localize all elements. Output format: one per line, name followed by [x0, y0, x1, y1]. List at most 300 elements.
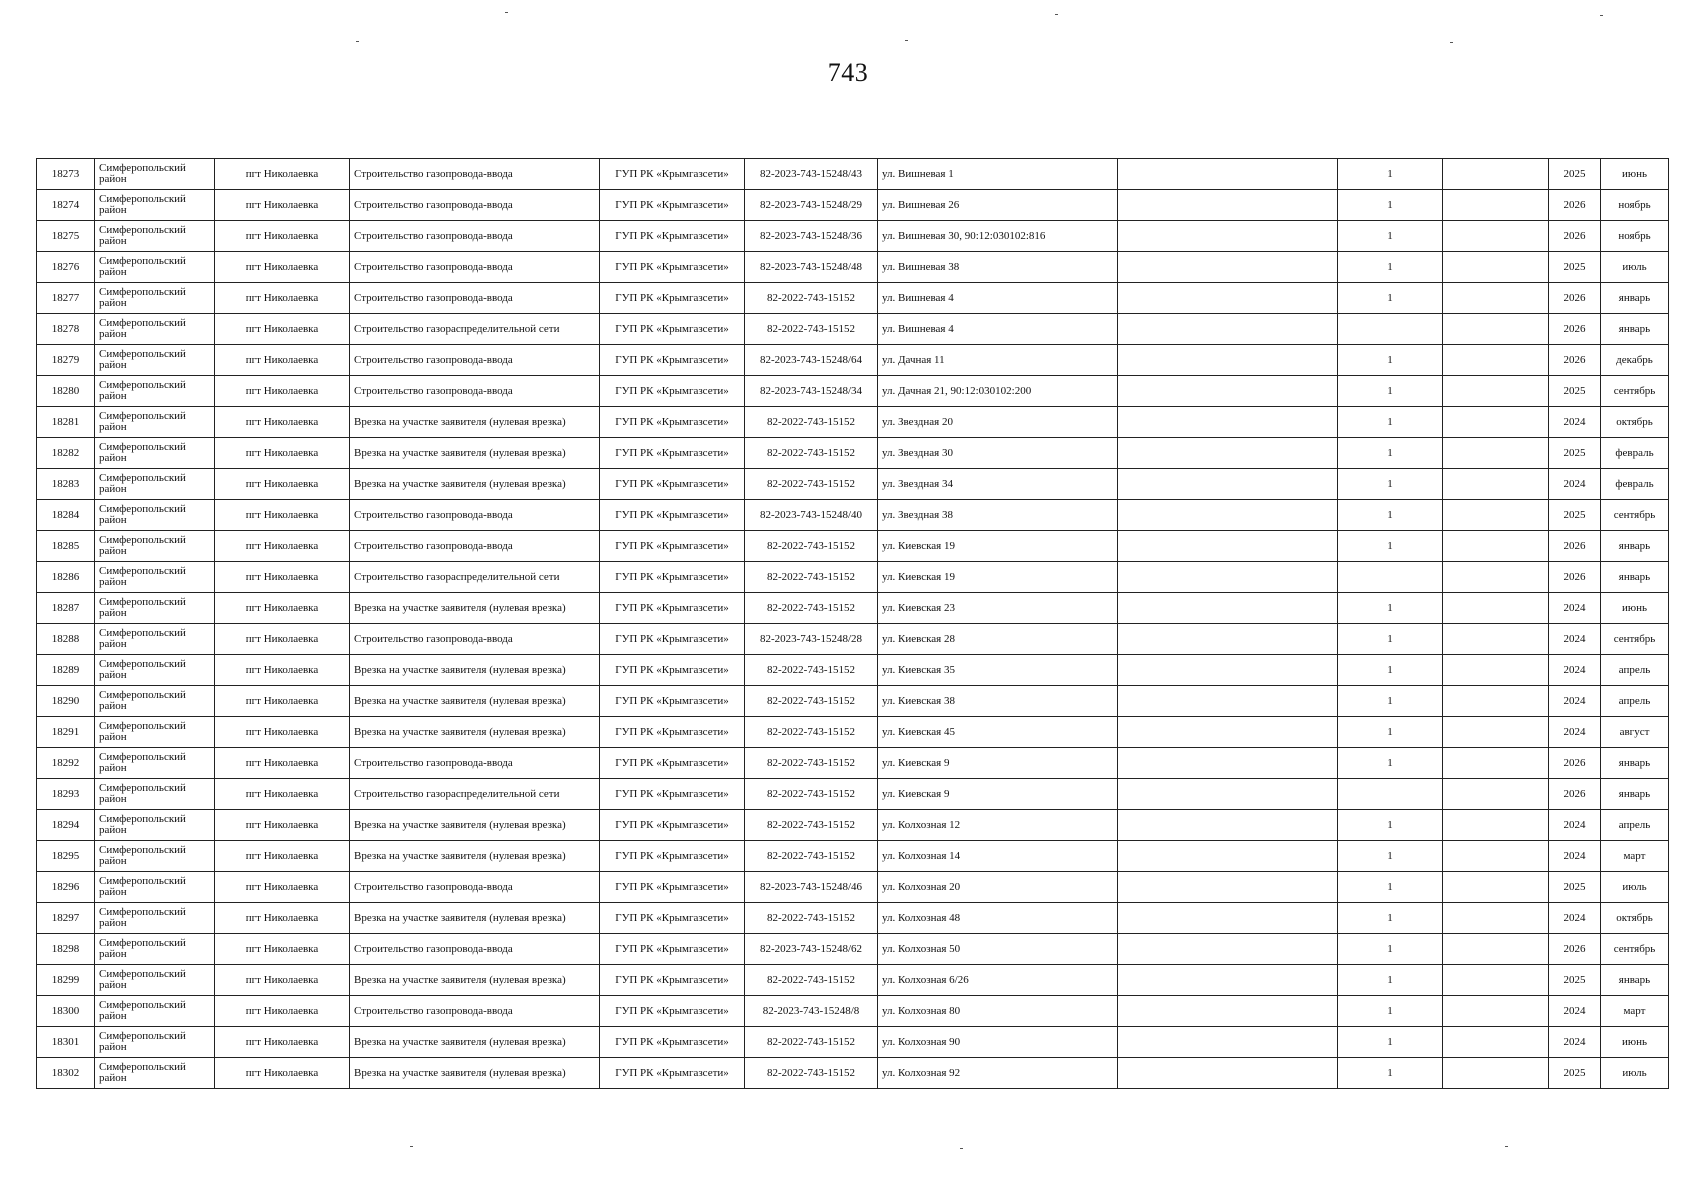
quantity-cell: 1 — [1338, 872, 1443, 903]
empty-cell — [1118, 314, 1338, 345]
address-cell: ул. Киевская 23 — [878, 593, 1118, 624]
year-cell: 2024 — [1549, 810, 1601, 841]
program-code-cell: 82-2022-743-15152 — [745, 438, 878, 469]
district-cell: Симферопольский район — [95, 531, 215, 562]
row-number: 18275 — [37, 221, 95, 252]
empty-cell — [1118, 903, 1338, 934]
year-cell: 2026 — [1549, 748, 1601, 779]
table-row — [37, 872, 1669, 903]
work-type-cell: Строительство газопровода-ввода — [350, 376, 600, 407]
year-cell: 2026 — [1549, 221, 1601, 252]
district-cell: Симферопольский район — [95, 252, 215, 283]
organization-cell: ГУП РК «Крымгазсети» — [600, 593, 745, 624]
work-type-cell: Врезка на участке заявителя (нулевая врезка) — [350, 686, 600, 717]
work-type-cell: Врезка на участке заявителя (нулевая врезка) — [350, 810, 600, 841]
program-code-cell: 82-2023-743-15248/64 — [745, 345, 878, 376]
settlement-cell: пгт Николаевка — [215, 903, 350, 934]
work-type-cell: Строительство газопровода-ввода — [350, 624, 600, 655]
empty-cell — [1118, 779, 1338, 810]
district-cell: Симферопольский район — [95, 500, 215, 531]
quantity-cell: 1 — [1338, 1058, 1443, 1089]
address-cell: ул. Звездная 38 — [878, 500, 1118, 531]
year-cell: 2025 — [1549, 159, 1601, 190]
settlement-cell: пгт Николаевка — [215, 345, 350, 376]
address-cell: ул. Вишневая 30, 90:12:030102:816 — [878, 221, 1118, 252]
table-row — [37, 469, 1669, 500]
organization-cell: ГУП РК «Крымгазсети» — [600, 655, 745, 686]
month-cell: август — [1601, 717, 1669, 748]
organization-cell: ГУП РК «Крымгазсети» — [600, 469, 745, 500]
month-cell: апрель — [1601, 810, 1669, 841]
address-cell: ул. Киевская 9 — [878, 748, 1118, 779]
page-number: 743 — [827, 58, 869, 87]
district-cell: Симферопольский район — [95, 438, 215, 469]
row-number: 18297 — [37, 903, 95, 934]
quantity-cell: 1 — [1338, 438, 1443, 469]
settlement-cell: пгт Николаевка — [215, 686, 350, 717]
quantity-cell — [1338, 779, 1443, 810]
program-code-cell: 82-2022-743-15152 — [745, 531, 878, 562]
program-code-cell: 82-2022-743-15152 — [745, 841, 878, 872]
row-number: 18276 — [37, 252, 95, 283]
work-type-cell: Врезка на участке заявителя (нулевая врезка) — [350, 593, 600, 624]
empty-cell — [1443, 1058, 1549, 1089]
address-cell: ул. Вишневая 4 — [878, 314, 1118, 345]
empty-cell — [1443, 221, 1549, 252]
organization-cell: ГУП РК «Крымгазсети» — [600, 748, 745, 779]
district-cell: Симферопольский район — [95, 562, 215, 593]
quantity-cell: 1 — [1338, 810, 1443, 841]
settlement-cell: пгт Николаевка — [215, 934, 350, 965]
settlement-cell: пгт Николаевка — [215, 314, 350, 345]
month-cell: декабрь — [1601, 345, 1669, 376]
district-cell: Симферопольский район — [95, 190, 215, 221]
empty-cell — [1443, 872, 1549, 903]
year-cell: 2024 — [1549, 469, 1601, 500]
settlement-cell: пгт Николаевка — [215, 810, 350, 841]
empty-cell — [1118, 159, 1338, 190]
month-cell: июль — [1601, 1058, 1669, 1089]
address-cell: ул. Киевская 9 — [878, 779, 1118, 810]
month-cell: июль — [1601, 872, 1669, 903]
row-number: 18286 — [37, 562, 95, 593]
organization-cell: ГУП РК «Крымгазсети» — [600, 500, 745, 531]
empty-cell — [1118, 872, 1338, 903]
empty-cell — [1443, 996, 1549, 1027]
scan-speck — [905, 40, 908, 41]
empty-cell — [1443, 593, 1549, 624]
month-cell: март — [1601, 996, 1669, 1027]
district-cell: Симферопольский район — [95, 469, 215, 500]
scan-speck — [1600, 15, 1603, 16]
row-number: 18278 — [37, 314, 95, 345]
empty-cell — [1443, 469, 1549, 500]
table-row — [37, 996, 1669, 1027]
address-cell: ул. Звездная 34 — [878, 469, 1118, 500]
work-type-cell: Строительство газопровода-ввода — [350, 283, 600, 314]
program-code-cell: 82-2023-743-15248/34 — [745, 376, 878, 407]
table-body — [37, 159, 1669, 1089]
address-cell: ул. Колхозная 80 — [878, 996, 1118, 1027]
table-row — [37, 314, 1669, 345]
organization-cell: ГУП РК «Крымгазсети» — [600, 965, 745, 996]
address-cell: ул. Киевская 19 — [878, 531, 1118, 562]
organization-cell: ГУП РК «Крымгазсети» — [600, 1058, 745, 1089]
work-type-cell: Строительство газопровода-ввода — [350, 500, 600, 531]
program-code-cell: 82-2022-743-15152 — [745, 717, 878, 748]
quantity-cell: 1 — [1338, 1027, 1443, 1058]
address-cell: ул. Колхозная 20 — [878, 872, 1118, 903]
scan-speck — [1055, 14, 1058, 15]
table-row — [37, 934, 1669, 965]
organization-cell: ГУП РК «Крымгазсети» — [600, 686, 745, 717]
row-number: 18277 — [37, 283, 95, 314]
row-number: 18282 — [37, 438, 95, 469]
year-cell: 2024 — [1549, 717, 1601, 748]
program-code-cell: 82-2022-743-15152 — [745, 562, 878, 593]
empty-cell — [1118, 810, 1338, 841]
quantity-cell — [1338, 314, 1443, 345]
district-cell: Симферопольский район — [95, 779, 215, 810]
row-number: 18298 — [37, 934, 95, 965]
empty-cell — [1443, 376, 1549, 407]
quantity-cell: 1 — [1338, 655, 1443, 686]
work-type-cell: Врезка на участке заявителя (нулевая врезка) — [350, 1058, 600, 1089]
settlement-cell: пгт Николаевка — [215, 779, 350, 810]
work-type-cell: Строительство газопровода-ввода — [350, 531, 600, 562]
quantity-cell: 1 — [1338, 345, 1443, 376]
month-cell: март — [1601, 841, 1669, 872]
settlement-cell: пгт Николаевка — [215, 996, 350, 1027]
table-row — [37, 376, 1669, 407]
month-cell: октябрь — [1601, 903, 1669, 934]
district-cell: Симферопольский район — [95, 841, 215, 872]
table-row — [37, 252, 1669, 283]
work-type-cell: Строительство газопровода-ввода — [350, 748, 600, 779]
empty-cell — [1443, 314, 1549, 345]
empty-cell — [1443, 345, 1549, 376]
settlement-cell: пгт Николаевка — [215, 562, 350, 593]
empty-cell — [1118, 1058, 1338, 1089]
table-row — [37, 686, 1669, 717]
district-cell: Симферопольский район — [95, 345, 215, 376]
table-row — [37, 903, 1669, 934]
address-cell: ул. Колхозная 14 — [878, 841, 1118, 872]
address-cell: ул. Звездная 20 — [878, 407, 1118, 438]
empty-cell — [1443, 686, 1549, 717]
table-row — [37, 159, 1669, 190]
settlement-cell: пгт Николаевка — [215, 252, 350, 283]
program-code-cell: 82-2022-743-15152 — [745, 1058, 878, 1089]
settlement-cell: пгт Николаевка — [215, 1027, 350, 1058]
scan-speck — [505, 12, 508, 13]
month-cell: июль — [1601, 252, 1669, 283]
year-cell: 2026 — [1549, 314, 1601, 345]
empty-cell — [1443, 779, 1549, 810]
row-number: 18299 — [37, 965, 95, 996]
program-code-cell: 82-2023-743-15248/29 — [745, 190, 878, 221]
month-cell: сентябрь — [1601, 934, 1669, 965]
empty-cell — [1443, 965, 1549, 996]
row-number: 18291 — [37, 717, 95, 748]
address-cell: ул. Колхозная 48 — [878, 903, 1118, 934]
empty-cell — [1118, 562, 1338, 593]
year-cell: 2025 — [1549, 1058, 1601, 1089]
empty-cell — [1443, 283, 1549, 314]
empty-cell — [1118, 221, 1338, 252]
settlement-cell: пгт Николаевка — [215, 438, 350, 469]
district-cell: Симферопольский район — [95, 1027, 215, 1058]
organization-cell: ГУП РК «Крымгазсети» — [600, 872, 745, 903]
address-cell: ул. Киевская 28 — [878, 624, 1118, 655]
settlement-cell: пгт Николаевка — [215, 500, 350, 531]
month-cell: апрель — [1601, 655, 1669, 686]
row-number: 18293 — [37, 779, 95, 810]
work-type-cell: Врезка на участке заявителя (нулевая врезка) — [350, 438, 600, 469]
work-type-cell: Строительство газопровода-ввода — [350, 221, 600, 252]
empty-cell — [1443, 252, 1549, 283]
empty-cell — [1443, 562, 1549, 593]
empty-cell — [1118, 624, 1338, 655]
empty-cell — [1118, 438, 1338, 469]
year-cell: 2024 — [1549, 407, 1601, 438]
empty-cell — [1443, 655, 1549, 686]
month-cell: сентябрь — [1601, 624, 1669, 655]
address-cell: ул. Киевская 19 — [878, 562, 1118, 593]
quantity-cell: 1 — [1338, 469, 1443, 500]
district-cell: Симферопольский район — [95, 810, 215, 841]
organization-cell: ГУП РК «Крымгазсети» — [600, 531, 745, 562]
empty-cell — [1443, 438, 1549, 469]
row-number: 18296 — [37, 872, 95, 903]
month-cell: январь — [1601, 314, 1669, 345]
empty-cell — [1118, 841, 1338, 872]
empty-cell — [1118, 593, 1338, 624]
settlement-cell: пгт Николаевка — [215, 1058, 350, 1089]
empty-cell — [1118, 1027, 1338, 1058]
year-cell: 2025 — [1549, 438, 1601, 469]
row-number: 18292 — [37, 748, 95, 779]
program-code-cell: 82-2023-743-15248/40 — [745, 500, 878, 531]
district-cell: Симферопольский район — [95, 686, 215, 717]
program-code-cell: 82-2022-743-15152 — [745, 903, 878, 934]
settlement-cell: пгт Николаевка — [215, 283, 350, 314]
district-cell: Симферопольский район — [95, 221, 215, 252]
settlement-cell: пгт Николаевка — [215, 717, 350, 748]
program-code-cell: 82-2023-743-15248/62 — [745, 934, 878, 965]
quantity-cell: 1 — [1338, 500, 1443, 531]
organization-cell: ГУП РК «Крымгазсети» — [600, 624, 745, 655]
district-cell: Симферопольский район — [95, 1058, 215, 1089]
district-cell: Симферопольский район — [95, 748, 215, 779]
year-cell: 2025 — [1549, 252, 1601, 283]
address-cell: ул. Киевская 45 — [878, 717, 1118, 748]
settlement-cell: пгт Николаевка — [215, 872, 350, 903]
month-cell: июнь — [1601, 1027, 1669, 1058]
program-code-cell: 82-2023-743-15248/36 — [745, 221, 878, 252]
address-cell: ул. Колхозная 50 — [878, 934, 1118, 965]
settlement-cell: пгт Николаевка — [215, 593, 350, 624]
organization-cell: ГУП РК «Крымгазсети» — [600, 283, 745, 314]
program-code-cell: 82-2022-743-15152 — [745, 407, 878, 438]
organization-cell: ГУП РК «Крымгазсети» — [600, 407, 745, 438]
work-type-cell: Строительство газопровода-ввода — [350, 252, 600, 283]
empty-cell — [1443, 810, 1549, 841]
district-cell: Симферопольский район — [95, 996, 215, 1027]
year-cell: 2025 — [1549, 500, 1601, 531]
district-cell: Симферопольский район — [95, 872, 215, 903]
settlement-cell: пгт Николаевка — [215, 531, 350, 562]
table-row — [37, 624, 1669, 655]
empty-cell — [1118, 469, 1338, 500]
empty-cell — [1118, 717, 1338, 748]
district-cell: Симферопольский район — [95, 593, 215, 624]
row-number: 18290 — [37, 686, 95, 717]
program-code-cell: 82-2022-743-15152 — [745, 655, 878, 686]
district-cell: Симферопольский район — [95, 655, 215, 686]
program-code-cell: 82-2023-743-15248/48 — [745, 252, 878, 283]
quantity-cell: 1 — [1338, 593, 1443, 624]
table-row — [37, 593, 1669, 624]
table-row — [37, 438, 1669, 469]
month-cell: ноябрь — [1601, 221, 1669, 252]
empty-cell — [1443, 934, 1549, 965]
district-cell: Симферопольский район — [95, 314, 215, 345]
month-cell: апрель — [1601, 686, 1669, 717]
address-cell: ул. Вишневая 26 — [878, 190, 1118, 221]
settlement-cell: пгт Николаевка — [215, 376, 350, 407]
empty-cell — [1443, 500, 1549, 531]
organization-cell: ГУП РК «Крымгазсети» — [600, 810, 745, 841]
settlement-cell: пгт Николаевка — [215, 407, 350, 438]
work-type-cell: Врезка на участке заявителя (нулевая врезка) — [350, 903, 600, 934]
table-row — [37, 500, 1669, 531]
settlement-cell: пгт Николаевка — [215, 221, 350, 252]
month-cell: июнь — [1601, 593, 1669, 624]
empty-cell — [1443, 717, 1549, 748]
table-row — [37, 655, 1669, 686]
year-cell: 2024 — [1549, 655, 1601, 686]
district-cell: Симферопольский район — [95, 376, 215, 407]
row-number: 18273 — [37, 159, 95, 190]
row-number: 18295 — [37, 841, 95, 872]
gasification-register-table — [36, 158, 1669, 1089]
quantity-cell: 1 — [1338, 717, 1443, 748]
work-type-cell: Врезка на участке заявителя (нулевая врезка) — [350, 717, 600, 748]
table-row — [37, 283, 1669, 314]
organization-cell: ГУП РК «Крымгазсети» — [600, 562, 745, 593]
district-cell: Симферопольский район — [95, 283, 215, 314]
empty-cell — [1118, 996, 1338, 1027]
address-cell: ул. Колхозная 92 — [878, 1058, 1118, 1089]
month-cell: январь — [1601, 779, 1669, 810]
year-cell: 2024 — [1549, 1027, 1601, 1058]
program-code-cell: 82-2022-743-15152 — [745, 810, 878, 841]
work-type-cell: Строительство газопровода-ввода — [350, 934, 600, 965]
program-code-cell: 82-2022-743-15152 — [745, 686, 878, 717]
table-row — [37, 407, 1669, 438]
year-cell: 2024 — [1549, 996, 1601, 1027]
organization-cell: ГУП РК «Крымгазсети» — [600, 717, 745, 748]
month-cell: июнь — [1601, 159, 1669, 190]
work-type-cell: Врезка на участке заявителя (нулевая врезка) — [350, 1027, 600, 1058]
year-cell: 2025 — [1549, 872, 1601, 903]
row-number: 18294 — [37, 810, 95, 841]
table-row — [37, 779, 1669, 810]
organization-cell: ГУП РК «Крымгазсети» — [600, 903, 745, 934]
district-cell: Симферопольский район — [95, 965, 215, 996]
organization-cell: ГУП РК «Крымгазсети» — [600, 438, 745, 469]
organization-cell: ГУП РК «Крымгазсети» — [600, 934, 745, 965]
work-type-cell: Строительство газораспределительной сети — [350, 562, 600, 593]
quantity-cell: 1 — [1338, 221, 1443, 252]
empty-cell — [1443, 903, 1549, 934]
empty-cell — [1118, 252, 1338, 283]
settlement-cell: пгт Николаевка — [215, 190, 350, 221]
program-code-cell: 82-2022-743-15152 — [745, 593, 878, 624]
address-cell: ул. Вишневая 38 — [878, 252, 1118, 283]
row-number: 18288 — [37, 624, 95, 655]
quantity-cell: 1 — [1338, 376, 1443, 407]
program-code-cell: 82-2022-743-15152 — [745, 779, 878, 810]
year-cell: 2024 — [1549, 903, 1601, 934]
program-code-cell: 82-2022-743-15152 — [745, 965, 878, 996]
year-cell: 2026 — [1549, 779, 1601, 810]
quantity-cell: 1 — [1338, 190, 1443, 221]
work-type-cell: Врезка на участке заявителя (нулевая врезка) — [350, 841, 600, 872]
district-cell: Симферопольский район — [95, 159, 215, 190]
empty-cell — [1443, 407, 1549, 438]
row-number: 18289 — [37, 655, 95, 686]
empty-cell — [1118, 407, 1338, 438]
empty-cell — [1443, 531, 1549, 562]
work-type-cell: Врезка на участке заявителя (нулевая врезка) — [350, 469, 600, 500]
table-row — [37, 965, 1669, 996]
address-cell: ул. Дачная 11 — [878, 345, 1118, 376]
work-type-cell: Врезка на участке заявителя (нулевая врезка) — [350, 965, 600, 996]
district-cell: Симферопольский район — [95, 717, 215, 748]
year-cell: 2025 — [1549, 376, 1601, 407]
program-code-cell: 82-2022-743-15152 — [745, 314, 878, 345]
quantity-cell: 1 — [1338, 283, 1443, 314]
address-cell: ул. Киевская 38 — [878, 686, 1118, 717]
work-type-cell: Строительство газораспределительной сети — [350, 314, 600, 345]
quantity-cell: 1 — [1338, 965, 1443, 996]
address-cell: ул. Дачная 21, 90:12:030102:200 — [878, 376, 1118, 407]
month-cell: январь — [1601, 531, 1669, 562]
settlement-cell: пгт Николаевка — [215, 159, 350, 190]
year-cell: 2024 — [1549, 593, 1601, 624]
year-cell: 2024 — [1549, 624, 1601, 655]
month-cell: сентябрь — [1601, 500, 1669, 531]
table-row — [37, 841, 1669, 872]
organization-cell: ГУП РК «Крымгазсети» — [600, 841, 745, 872]
address-cell: ул. Колхозная 6/26 — [878, 965, 1118, 996]
year-cell: 2026 — [1549, 934, 1601, 965]
row-number: 18300 — [37, 996, 95, 1027]
district-cell: Симферопольский район — [95, 407, 215, 438]
month-cell: январь — [1601, 748, 1669, 779]
table-row — [37, 1058, 1669, 1089]
program-code-cell: 82-2022-743-15152 — [745, 748, 878, 779]
row-number: 18280 — [37, 376, 95, 407]
row-number: 18285 — [37, 531, 95, 562]
quantity-cell: 1 — [1338, 934, 1443, 965]
table-row — [37, 221, 1669, 252]
work-type-cell: Врезка на участке заявителя (нулевая врезка) — [350, 407, 600, 438]
row-number: 18302 — [37, 1058, 95, 1089]
row-number: 18283 — [37, 469, 95, 500]
